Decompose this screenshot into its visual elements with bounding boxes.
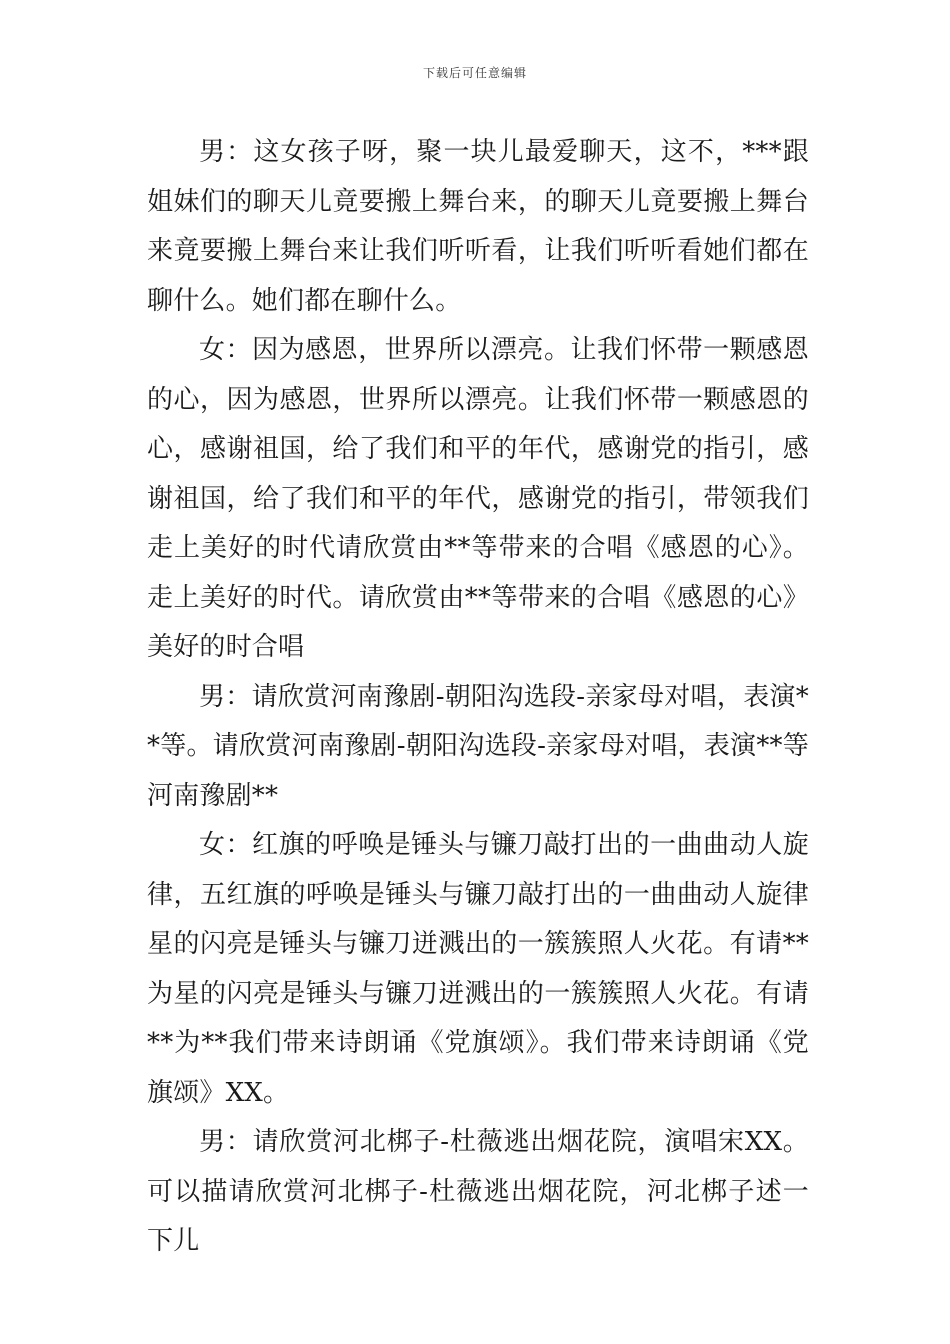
paragraph-5: 男：请欣赏河北梆子-杜薇逃出烟花院，演唱宋XX。可以描请欣赏河北梆子-杜薇逃出烟花院，河北梆子述一下儿 <box>147 1127 809 1256</box>
paragraph-3: 男：请欣赏河南豫剧-朝阳沟选段-亲家母对唱，表演**等。请欣赏河南豫剧-朝阳沟选段-亲家母对唱，表演**等河南豫剧** <box>147 681 809 811</box>
paragraph-1: 男：这女孩子呀，聚一块儿最爱聊天，这不，***跟姐妹们的聊天儿竟要搬上舞台来，的聊天儿竟要搬上舞台来竟要搬上舞台来让我们听听看，让我们听听看她们都在聊什么。她们都在聊什么。 <box>147 137 809 316</box>
paragraph-2: 女：因为感恩，世界所以漂亮。让我们怀带一颗感恩的心，因为感恩，世界所以漂亮。让我们怀带一颗感恩的心，感谢祖国，给了我们和平的年代，感谢党的指引，感谢祖国，给了我们和平的年代，感谢党的指引，带领我们走上美好的时代请欣赏由**等带来的合唱《感恩的心》。走上美好的时代。请欣赏由**等带来的合唱《感恩的心》美好的时合唱 <box>147 335 809 662</box>
page-header: 下载后可任意编辑 <box>422 66 527 80</box>
paragraph-4: 女：红旗的呼唤是锤头与镰刀敲打出的一曲曲动人旋律，五红旗的呼唤是锤头与镰刀敲打出的一曲曲动人旋律星的闪亮是锤头与镰刀迸溅出的一簇簇照人火花。有请**为星的闪亮是锤头与镰刀迸溅出的一簇簇照人火花。有请**为**我们带来诗朗诵《党旗颂》。我们带来诗朗诵《党旗颂》XX。 <box>147 830 809 1108</box>
document-body <box>147 128 809 1267</box>
